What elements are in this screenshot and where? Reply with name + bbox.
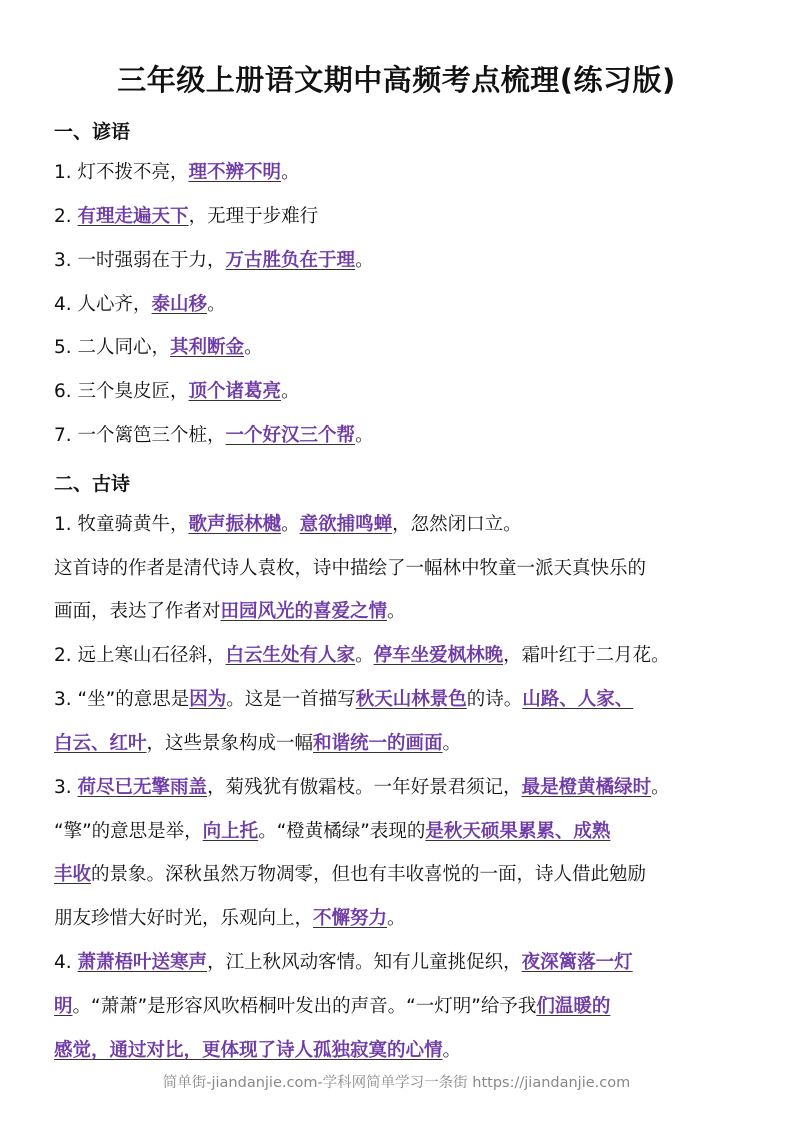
poem-text: ，霜叶红于二月花。 [503, 645, 670, 666]
poem-line [54, 819, 610, 845]
poem-text: ，江上秋风动客情。知有儿童挑促织， [207, 952, 522, 973]
poem-line [54, 556, 646, 582]
answer-text: 萧萧梧叶送寒声 [77, 952, 208, 973]
poem-text: 。“橙黄橘绿”表现的 [258, 821, 426, 842]
poem-text: 3. [54, 777, 78, 798]
poem-text: ，这些景象构成一幅 [146, 733, 314, 754]
poem-text: 。“萧萧”是形容风吹梧桐叶发出的声音。“一灯明”给予我 [72, 996, 537, 1017]
poem-text: ，忽然闭口立。 [392, 514, 522, 535]
answer-text: 丰收 [54, 864, 92, 885]
poem-text: “擎”的意思是举， [54, 821, 203, 842]
proverb-text: 。 [244, 337, 263, 358]
answer-text: 一个好汉三个帮 [225, 425, 356, 446]
poem-line [54, 906, 406, 932]
answer-text: 夜深篱落一灯 [521, 952, 633, 973]
answer-text: 有理走遍天下 [77, 206, 189, 227]
proverb-item [54, 423, 374, 449]
poem-text: 。这是一首描写 [226, 689, 356, 710]
proverb-text: 。 [281, 162, 300, 183]
poem-text: 。 [387, 601, 406, 622]
answer-text: 明 [54, 996, 73, 1017]
proverb-text: 7. 一个篱笆三个桩， [54, 425, 226, 446]
answer-text: 感觉，通过对比，更体现了诗人孤独寂寞的心情 [54, 1040, 443, 1061]
section-heading-proverbs: 一、谚语 [54, 121, 131, 143]
poem-line [54, 643, 670, 669]
poem-text: 。 [355, 645, 374, 666]
answer-text: 理不辨不明 [188, 162, 282, 183]
proverb-item [54, 292, 226, 318]
proverb-text: ，无理于步难行 [188, 206, 319, 227]
poem-text: 1. 牧童骑黄牛， [54, 514, 189, 535]
answer-text: 荷尽已无擎雨盖 [77, 777, 208, 798]
proverb-text: 。 [355, 425, 374, 446]
answer-text: 顶个诸葛亮 [188, 381, 282, 402]
proverb-item [54, 204, 318, 230]
section-heading-poems: 二、古诗 [54, 473, 131, 495]
answer-text: 歌声振林樾 [188, 514, 282, 535]
poem-text: 。 [281, 514, 300, 535]
poem-text: 朋友珍惜大好时光，乐观向上， [54, 908, 314, 929]
poem-text: 。 [442, 733, 462, 754]
poem-text: 4. [54, 952, 78, 973]
proverb-text: 4. 人心齐， [54, 294, 152, 315]
proverb-text: 1. 灯不拨不亮， [54, 162, 189, 183]
poem-line [54, 1038, 461, 1064]
proverb-text: 6. 三个臭皮匠， [54, 381, 189, 402]
proverb-text: 。 [207, 294, 226, 315]
answer-text: 和谐统一的画面 [313, 733, 443, 754]
poem-line [54, 950, 633, 976]
proverb-item [54, 379, 300, 405]
answer-text: 白云生处有人家 [225, 645, 356, 666]
poem-text: 。 [651, 777, 670, 798]
proverb-text: 。 [355, 250, 374, 271]
poem-line [54, 687, 633, 713]
answer-text: 泰山移 [151, 294, 208, 315]
poem-text: 3. “坐”的意思是 [54, 689, 190, 710]
answer-text: 是秋天硕果累累、成熟 [425, 821, 611, 842]
answer-text: 向上托 [202, 821, 259, 842]
poem-text: 。 [387, 908, 406, 929]
answer-text: 秋天山林景色 [355, 689, 467, 710]
page-title: 三年级上册语文期中高频考点梳理(练习版) [117, 63, 676, 97]
footer-watermark: 简单街-jiandanjie.com-学科网简单学习一条街 https://jiandanjie.com [162, 1075, 631, 1091]
poem-text: 的诗。 [466, 689, 523, 710]
answer-text: 停车坐爱枫林晚 [373, 645, 504, 666]
answer-text: 山路、人家、 [522, 689, 634, 710]
poem-line [54, 775, 670, 801]
answer-text: 最是橙黄橘绿时 [521, 777, 652, 798]
poem-text: 的景象。深秋虽然万物凋零，但也有丰收喜悦的一面，诗人借此勉励 [91, 864, 647, 885]
proverb-item [54, 335, 263, 361]
poem-line [54, 862, 646, 888]
answer-text: 万古胜负在于理 [225, 250, 356, 271]
poem-text: 画面，表达了作者对 [54, 601, 221, 622]
poem-text: ，菊残犹有傲霜枝。一年好景君须记， [207, 777, 522, 798]
poem-line [54, 994, 610, 1020]
answer-text: 其利断金 [170, 337, 245, 358]
poem-text: 。 [442, 1040, 462, 1061]
poem-line [54, 731, 461, 757]
answer-text: 意欲捕鸣蝉 [299, 514, 393, 535]
poem-line [54, 512, 522, 538]
answer-text: 不懈努力 [313, 908, 388, 929]
poem-text: 2. 远上寒山石径斜， [54, 645, 226, 666]
proverb-text: 3. 一时强弱在于力， [54, 250, 226, 271]
answer-text: 田园风光的喜爱之情 [220, 601, 388, 622]
poem-text: 这首诗的作者是清代诗人袁枚，诗中描绘了一幅林中牧童一派天真快乐的 [54, 558, 647, 579]
proverb-text: 5. 二人同心， [54, 337, 171, 358]
answer-text: 白云、红叶 [54, 733, 147, 754]
proverb-item [54, 248, 374, 274]
proverb-item [54, 160, 300, 186]
proverb-text: 。 [281, 381, 300, 402]
answer-text: 们温暖的 [536, 996, 611, 1017]
poem-line [54, 599, 406, 625]
answer-text: 因为 [189, 689, 227, 710]
proverb-text: 2. [54, 206, 78, 227]
